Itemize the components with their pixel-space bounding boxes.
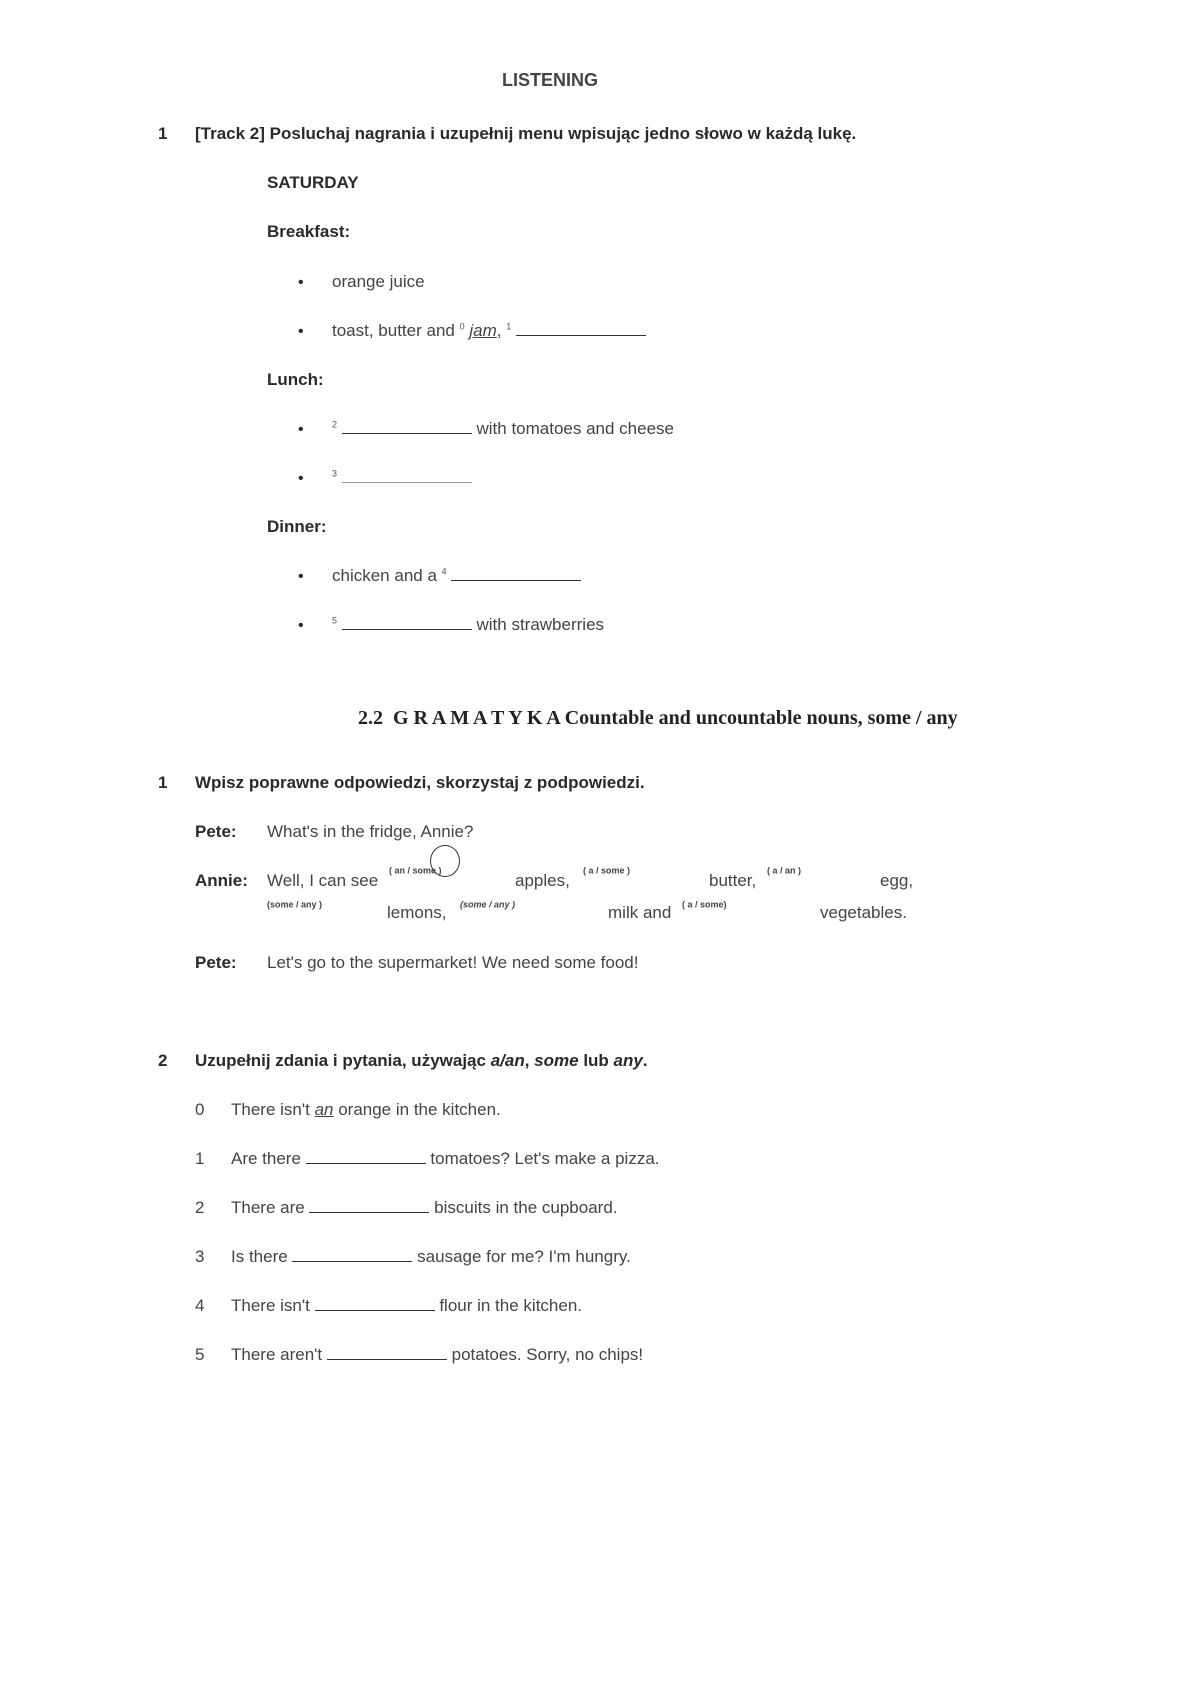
sentence-before: There are — [231, 1198, 305, 1217]
gap-number: 4 — [441, 566, 447, 577]
gap-number: 2 — [332, 419, 338, 430]
example-number: 0 — [459, 321, 465, 332]
task-instruction: Wpisz poprawne odpowiedzi, skorzystaj z podpowiedzi. — [195, 773, 645, 792]
exercise-item — [231, 1198, 618, 1218]
hint-text: ( a / an ) — [767, 865, 802, 876]
exercise-item-number: 0 — [195, 1100, 205, 1119]
day-label: SATURDAY — [267, 173, 359, 192]
sentence-after: biscuits in the cupboard. — [434, 1198, 618, 1217]
list-item — [298, 272, 304, 292]
sentence-after: flour in the kitchen. — [439, 1296, 583, 1315]
item-comma: , — [496, 321, 502, 340]
exercise-item-number: 4 — [195, 1296, 205, 1315]
bullet-icon: • — [298, 470, 304, 487]
meal-label-lunch: Lunch: — [267, 370, 324, 389]
task-instruction — [195, 1051, 648, 1071]
sentence-before: Are there — [231, 1149, 301, 1168]
list-item — [298, 615, 304, 635]
section-title-listening: LISTENING — [501, 70, 598, 90]
exercise-item — [231, 1296, 582, 1316]
instruction-text: , — [524, 1051, 535, 1070]
list-item — [298, 566, 304, 586]
answer-gap-1[interactable] — [516, 321, 646, 336]
dialogue-line: What's in the fridge, Annie? — [267, 822, 474, 841]
hint-text: ( a / some) — [682, 899, 727, 910]
sentence-before: There aren't — [231, 1345, 323, 1364]
dialogue-line-annie-start: Well, I can see — [267, 871, 379, 890]
hint-text: ( an / some ) — [389, 865, 442, 876]
answer-gap-task2-3[interactable] — [292, 1247, 412, 1262]
exercise-item-number: 2 — [195, 1198, 205, 1217]
hint-text: (some / any ) — [460, 899, 516, 910]
hint-some-any-2 — [460, 899, 515, 919]
instruction-text: lub — [578, 1051, 614, 1070]
word-vegetables: vegetables. — [820, 903, 907, 922]
instruction-any: any — [613, 1051, 643, 1070]
instruction-text: Uzupełnij zdania i pytania, używając — [195, 1051, 491, 1070]
gap-number: 5 — [332, 615, 338, 626]
grammar-word: G R A M A T Y K A — [393, 707, 560, 729]
menu-item-lunch-1 — [332, 419, 674, 439]
hint-a-some-2 — [682, 899, 727, 919]
item-text: chicken and a — [332, 566, 437, 585]
section-title-grammar — [358, 707, 958, 730]
gap-number: 3 — [332, 468, 338, 479]
menu-item-dinner-1 — [332, 566, 581, 586]
hint-some-any — [267, 899, 322, 919]
sentence-before: There isn't — [231, 1296, 310, 1315]
grammar-topic: Countable and uncountable nouns, some / any — [564, 707, 958, 729]
bullet-icon: • — [298, 617, 304, 634]
example-answer: an — [314, 1100, 334, 1119]
answer-gap-5[interactable] — [342, 615, 472, 630]
item-text: toast, butter and — [332, 321, 455, 340]
exercise-item-number: 1 — [195, 1149, 205, 1168]
task-number: 2 — [158, 1051, 168, 1070]
menu-item-dinner-2 — [332, 615, 604, 635]
instruction-text: . — [642, 1051, 648, 1070]
answer-gap-3[interactable] — [342, 468, 472, 483]
word-lemons: lemons, — [387, 903, 447, 922]
speaker-name: Annie: — [195, 871, 248, 890]
list-item — [298, 468, 304, 488]
hint-a-an — [767, 865, 801, 885]
hint-text: ( a / some ) — [583, 865, 631, 876]
task-instruction: [Track 2] Posluchaj nagrania i uzupełnij menu wpisując jedno słowo w każdą lukę. — [195, 124, 857, 143]
instruction-a-an: a/an — [490, 1051, 525, 1070]
task-number: 1 — [158, 124, 168, 143]
sentence-before: Is there — [231, 1247, 288, 1266]
grammar-number: 2.2 — [358, 707, 383, 729]
exercise-item-number: 3 — [195, 1247, 205, 1266]
sentence-after: orange in the kitchen. — [333, 1100, 501, 1119]
speaker-name: Pete: — [195, 953, 237, 972]
menu-item-lunch-2 — [332, 468, 472, 488]
sentence-before: There isn't — [231, 1100, 315, 1119]
bullet-icon: • — [298, 568, 304, 585]
item-text: with tomatoes and cheese — [476, 419, 674, 438]
bullet-icon: • — [298, 274, 304, 291]
answer-gap-task2-4[interactable] — [315, 1296, 435, 1311]
meal-label-dinner: Dinner: — [267, 517, 327, 536]
meal-label-breakfast: Breakfast: — [267, 222, 351, 241]
hint-text: (some / any ) — [267, 899, 323, 910]
menu-item-orange-juice: orange juice — [332, 272, 425, 291]
word-egg: egg, — [880, 871, 914, 890]
list-item — [298, 321, 304, 341]
bullet-icon: • — [298, 323, 304, 340]
word-butter: butter, — [709, 871, 757, 890]
answer-gap-task2-1[interactable] — [306, 1149, 426, 1164]
bullet-icon: • — [298, 421, 304, 438]
answer-gap-task2-5[interactable] — [327, 1345, 447, 1360]
instruction-some: some — [534, 1051, 579, 1070]
answer-gap-task2-2[interactable] — [309, 1198, 429, 1213]
answer-gap-2[interactable] — [342, 419, 472, 434]
word-apples: apples, — [515, 871, 570, 890]
task-number: 1 — [158, 773, 168, 792]
dialogue-line: Let's go to the supermarket! We need some food! — [267, 953, 639, 972]
hint-a-some — [583, 865, 630, 885]
word-milk-and: milk and — [608, 903, 672, 922]
item-text: with strawberries — [476, 615, 605, 634]
circle-mark — [430, 845, 460, 877]
sentence-after: potatoes. Sorry, no chips! — [451, 1345, 644, 1364]
sentence-after: sausage for me? I'm hungry. — [417, 1247, 631, 1266]
example-answer: jam — [469, 321, 497, 340]
exercise-item-number: 5 — [195, 1345, 205, 1364]
exercise-item — [231, 1149, 660, 1169]
exercise-item — [231, 1345, 643, 1365]
list-item — [298, 419, 304, 439]
sentence-after: tomatoes? Let's make a pizza. — [430, 1149, 660, 1168]
gap-number: 1 — [506, 321, 512, 332]
menu-item-toast — [332, 321, 646, 341]
exercise-item — [231, 1247, 631, 1267]
speaker-name: Pete: — [195, 822, 237, 841]
answer-gap-4[interactable] — [451, 566, 581, 581]
exercise-item-example — [231, 1100, 501, 1120]
